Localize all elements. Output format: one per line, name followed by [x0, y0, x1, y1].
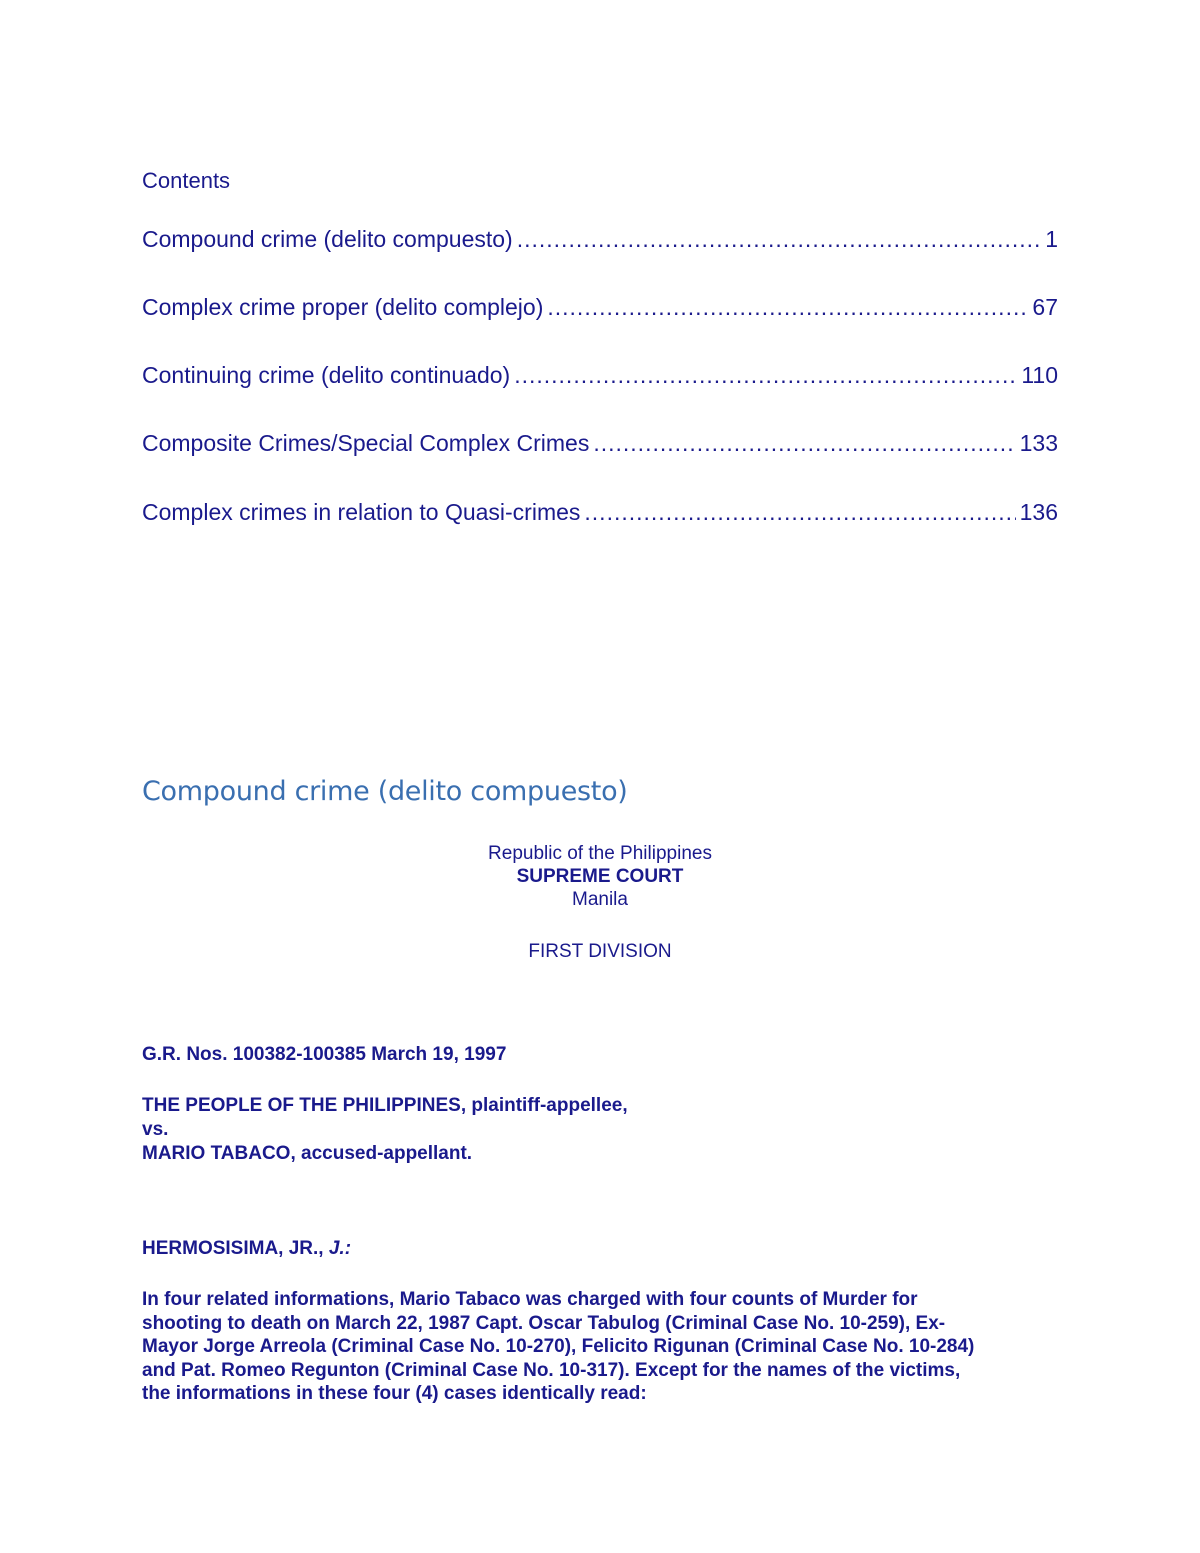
section-heading: Compound crime (delito compuesto) — [142, 776, 628, 807]
court-name: SUPREME COURT — [516, 866, 684, 887]
paragraph-line: In four related informations, Mario Tabaco was charged with four counts of Murder for — [142, 1289, 918, 1310]
toc-entry-label: Complex crimes in relation to Quasi-crimes — [142, 499, 581, 525]
toc-dot-leader — [514, 362, 1017, 389]
paragraph-line: Mayor Jorge Arreola (Criminal Case No. 10-270), Felicito Rigunan (Criminal Case No. 10-284) — [142, 1336, 975, 1357]
case-plaintiff: THE PEOPLE OF THE PHILIPPINES, plaintiff-appellee, — [142, 1095, 628, 1116]
toc-entry-composite-crimes[interactable] — [142, 430, 1058, 457]
toc-page-number: 133 — [1019, 430, 1058, 456]
toc-page-number: 67 — [1032, 294, 1058, 320]
case-versus: vs. — [142, 1119, 169, 1140]
toc-entry-label: Continuing crime (delito continuado) — [142, 362, 511, 388]
paragraph-line: shooting to death on March 22, 1987 Capt. Oscar Tabulog (Criminal Case No. 10-259), Ex- — [142, 1312, 946, 1334]
toc-dot-leader — [517, 226, 1041, 253]
paragraph-line: and Pat. Romeo Regunton (Criminal Case No. 10-317). Except for the names of the victims, — [142, 1359, 961, 1381]
case-opening-paragraph — [142, 1288, 1042, 1406]
toc-entry-label: Composite Crimes/Special Complex Crimes — [142, 430, 590, 456]
toc-page-number: 110 — [1021, 362, 1058, 388]
toc-entry-label: Complex crime proper (delito complejo) — [142, 294, 544, 320]
case-number: G.R. Nos. 100382-100385 March 19, 1997 — [142, 1044, 507, 1065]
toc-entry-compound-crime[interactable] — [142, 226, 1058, 253]
paragraph-line: the informations in these four (4) cases identically read: — [142, 1383, 647, 1404]
ponente-title: J.: — [328, 1238, 352, 1259]
case-ponente — [142, 1237, 351, 1261]
court-city: Manila — [572, 889, 628, 910]
toc-entry-complex-crime-proper[interactable] — [142, 294, 1058, 321]
case-accused: MARIO TABACO, accused-appellant. — [142, 1143, 473, 1164]
toc-entry-label: Compound crime (delito compuesto) — [142, 226, 513, 252]
court-republic: Republic of the Philippines — [488, 843, 712, 864]
toc-entry-quasi-crimes[interactable] — [142, 499, 1058, 526]
toc-entry-continuing-crime[interactable] — [142, 362, 1058, 389]
court-division: FIRST DIVISION — [528, 941, 672, 962]
ponente-name: HERMOSISIMA, JR., — [142, 1238, 324, 1259]
toc-dot-leader — [547, 294, 1028, 321]
toc-dot-leader — [593, 430, 1015, 457]
toc-page-number: 1 — [1045, 226, 1058, 252]
toc-title: Contents — [142, 168, 231, 193]
toc-page-number: 136 — [1019, 499, 1058, 525]
toc-dot-leader — [584, 499, 1015, 526]
